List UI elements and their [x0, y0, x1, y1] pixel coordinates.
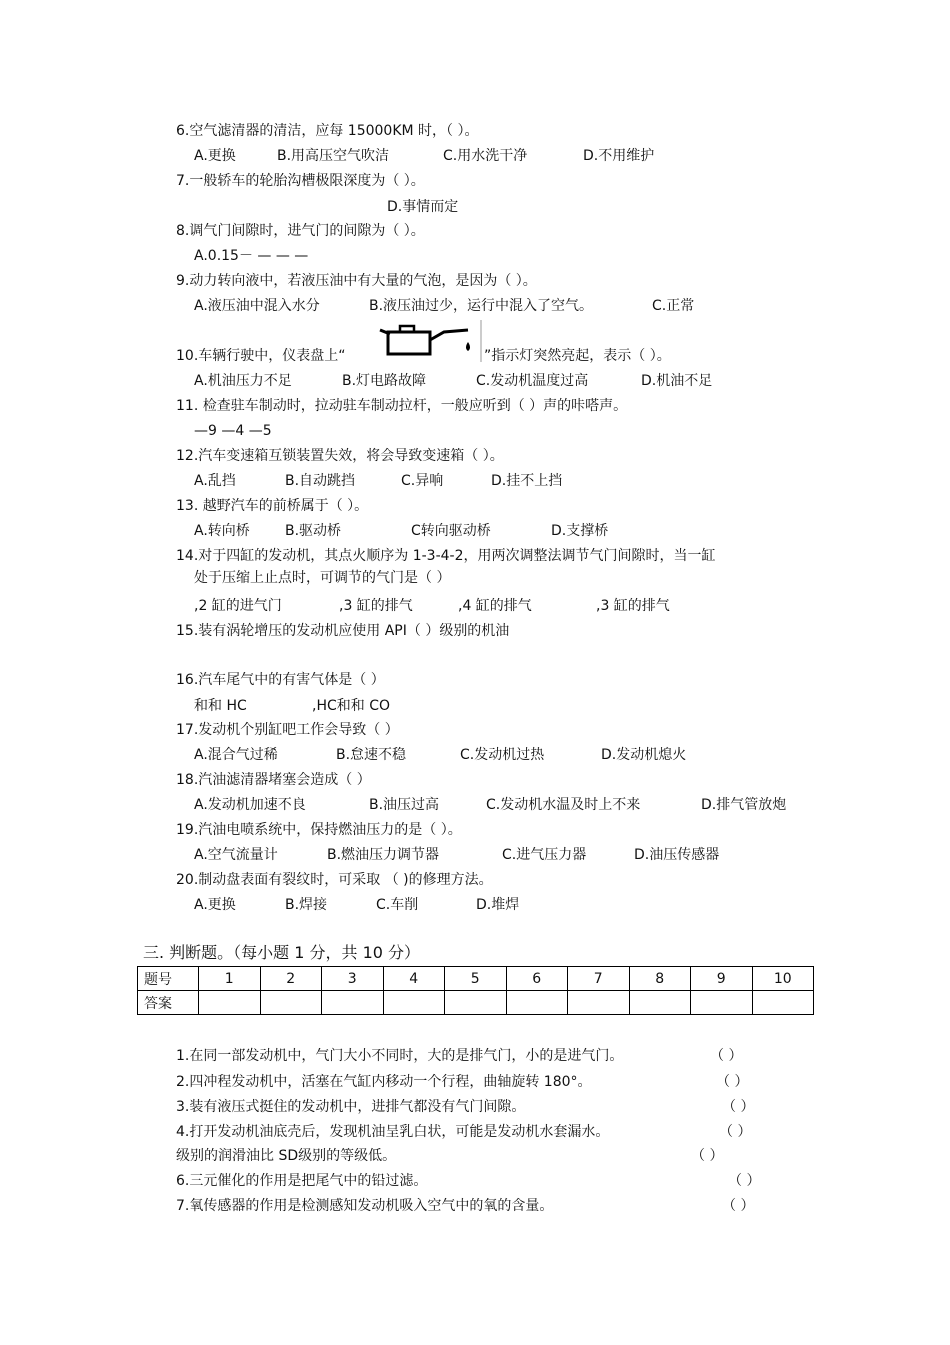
section-title: 三. 判断题。（每小题 1 分，共 10 分） [143, 943, 421, 962]
q18-stem: 18.汽油滤清器堵塞会造成（ ） [176, 772, 371, 788]
question-number-cell: 10 [752, 967, 814, 991]
table-answer-label: 答案 [138, 991, 199, 1015]
q19-option-a: A.空气流量计 [194, 847, 278, 863]
question-number-cell: 8 [629, 967, 691, 991]
tf-item-7: 7.氧传感器的作用是检测感知发动机吸入空气中的氧的含量。 [176, 1198, 554, 1214]
answer-cell[interactable] [691, 991, 753, 1015]
q10-option-c: C.发动机温度过高 [476, 373, 589, 389]
q11-stem: 11. 检查驻车制动时，拉动驻车制动拉杆，一般应听到（ ）声的咔嗒声。 [176, 398, 628, 414]
q14-option-1: ,2 缸的进气门 [194, 598, 282, 614]
answer-cell[interactable] [506, 991, 568, 1015]
q6-option-a: A.更换 [194, 148, 236, 164]
q9-option-a: A.液压油中混入水分 [194, 298, 320, 314]
q18-option-d: D.排气管放炮 [701, 797, 787, 813]
table-header-label: 题号 [138, 967, 199, 991]
tf-item-1: 1.在同一部发动机中，气门大小不同时，大的是排气门，小的是进气门。 [176, 1048, 624, 1064]
q20-option-c: C.车削 [376, 897, 419, 913]
q14-option-4: ,3 缸的排气 [596, 598, 670, 614]
q13-option-a: A.转向桥 [194, 523, 250, 539]
tf-item-6: 6.三元催化的作用是把尾气中的铅过滤。 [176, 1173, 428, 1189]
q6-stem: 6.空气滤清器的清洁，应每 15000KM 时，（ ）。 [176, 123, 479, 139]
answer-cell[interactable] [629, 991, 691, 1015]
question-number-cell: 5 [445, 967, 507, 991]
tf-paren-1: （ ） [710, 1048, 743, 1064]
answer-cell[interactable] [752, 991, 814, 1015]
tf-paren-5: （ ） [691, 1148, 724, 1164]
q14-option-2: ,3 缸的排气 [339, 598, 413, 614]
tf-paren-4: （ ） [719, 1124, 752, 1140]
q7-stem: 7.一般轿车的轮胎沟槽极限深度为（ ）。 [176, 173, 425, 189]
answer-cell[interactable] [383, 991, 445, 1015]
tf-item-3: 3.装有液压式挺住的发动机中，进排气都没有气门间隙。 [176, 1099, 526, 1115]
q15-stem: 15.装有涡轮增压的发动机应使用 API（ ）级别的机油 [176, 623, 510, 639]
q13-stem: 13. 越野汽车的前桥属于（ ）。 [176, 498, 369, 514]
q10-option-a: A.机油压力不足 [194, 373, 292, 389]
q11-options: —9 —4 —5 [194, 423, 272, 439]
q6-option-d: D.不用维护 [583, 148, 655, 164]
q13-option-c: C转向驱动桥 [411, 523, 491, 539]
q12-option-b: B.自动跳挡 [285, 473, 356, 489]
q19-option-b: B.燃油压力调节器 [327, 847, 440, 863]
question-number-cell: 7 [568, 967, 630, 991]
q20-stem: 20.制动盘表面有裂纹时，可采取 （ )的修理方法。 [176, 872, 493, 888]
q9-option-b: B.液压油过少，运行中混入了空气。 [369, 298, 594, 314]
q7-option-d: D.事情而定 [387, 199, 459, 215]
table-row [138, 991, 814, 1015]
question-number-cell: 9 [691, 967, 753, 991]
tf-paren-2: （ ） [716, 1074, 749, 1090]
q19-option-c: C.进气压力器 [502, 847, 587, 863]
q17-option-d: D.发动机熄火 [601, 747, 687, 763]
q6-option-c: C.用水洗干净 [443, 148, 528, 164]
question-number-cell: 6 [506, 967, 568, 991]
q8-stem: 8.调气门间隙时，进气门的间隙为（ ）。 [176, 223, 425, 239]
answer-table [137, 966, 814, 1015]
tf-item-4: 4.打开发动机油底壳后，发现机油呈乳白状，可能是发动机水套漏水。 [176, 1124, 610, 1140]
q8-options: A.0.15－ — — — [194, 248, 309, 264]
tf-paren-7: （ ） [722, 1198, 755, 1214]
q17-option-a: A.混合气过稀 [194, 747, 278, 763]
q13-option-b: B.驱动桥 [285, 523, 342, 539]
q19-stem: 19.汽油电喷系统中，保持燃油压力的是（ ）。 [176, 822, 462, 838]
q9-stem: 9.动力转向液中，若液压油中有大量的气泡，是因为（ ）。 [176, 273, 537, 289]
q10-stem-pre: 10.车辆行驶中，仪表盘上“ [176, 348, 346, 364]
q18-option-b: B.油压过高 [369, 797, 440, 813]
answer-cell[interactable] [568, 991, 630, 1015]
question-number-cell: 4 [383, 967, 445, 991]
tf-item-5: 级别的润滑油比 SD级别的等级低。 [176, 1148, 397, 1164]
q9-option-c: C.正常 [652, 298, 695, 314]
q14-option-3: ,4 缸的排气 [458, 598, 532, 614]
q12-option-a: A.乱挡 [194, 473, 236, 489]
q17-stem: 17.发动机个别缸吧工作会导致（ ） [176, 722, 399, 738]
q14-stem-line2: 处于压缩上止点时，可调节的气门是（ ） [194, 570, 451, 586]
q19-option-d: D.油压传感器 [634, 847, 720, 863]
q20-option-a: A.更换 [194, 897, 236, 913]
q13-option-d: D.支撑桥 [551, 523, 609, 539]
answer-cell[interactable] [445, 991, 507, 1015]
q10-option-d: D.机油不足 [641, 373, 713, 389]
question-number-cell: 2 [260, 967, 322, 991]
q6-option-b: B.用高压空气吹洁 [277, 148, 390, 164]
q17-option-c: C.发动机过热 [460, 747, 545, 763]
tf-paren-6: （ ） [728, 1173, 761, 1189]
question-number-cell: 3 [322, 967, 384, 991]
q10-stem-post: ”指示灯突然亮起，表示（ ）。 [484, 348, 671, 364]
q10-option-b: B.灯电路故障 [342, 373, 427, 389]
q16-option-1: 和和 HC [194, 698, 247, 714]
tf-item-2: 2.四冲程发动机中，活塞在气缸内移动一个行程，曲轴旋转 180°。 [176, 1074, 592, 1090]
answer-cell[interactable] [199, 991, 261, 1015]
answer-cell[interactable] [322, 991, 384, 1015]
table-row [138, 967, 814, 991]
q20-option-b: B.焊接 [285, 897, 328, 913]
q16-stem: 16.汽车尾气中的有害气体是（ ） [176, 672, 385, 688]
q16-option-2: ,HC和和 CO [312, 698, 390, 714]
oil-can-icon [376, 318, 484, 364]
q20-option-d: D.堆焊 [476, 897, 520, 913]
q12-stem: 12.汽车变速箱互锁装置失效，将会导致变速箱（ ）。 [176, 448, 504, 464]
q18-option-c: C.发动机水温及时上不来 [486, 797, 641, 813]
q12-option-c: C.异响 [401, 473, 444, 489]
q17-option-b: B.怠速不稳 [336, 747, 407, 763]
q14-stem-line1: 14.对于四缸的发动机，其点火顺序为 1-3-4-2，用两次调整法调节气门间隙时，当一缸 [176, 548, 716, 564]
q18-option-a: A.发动机加速不良 [194, 797, 306, 813]
question-number-cell: 1 [199, 967, 261, 991]
tf-paren-3: （ ） [722, 1099, 755, 1115]
answer-cell[interactable] [260, 991, 322, 1015]
q12-option-d: D.挂不上挡 [491, 473, 563, 489]
